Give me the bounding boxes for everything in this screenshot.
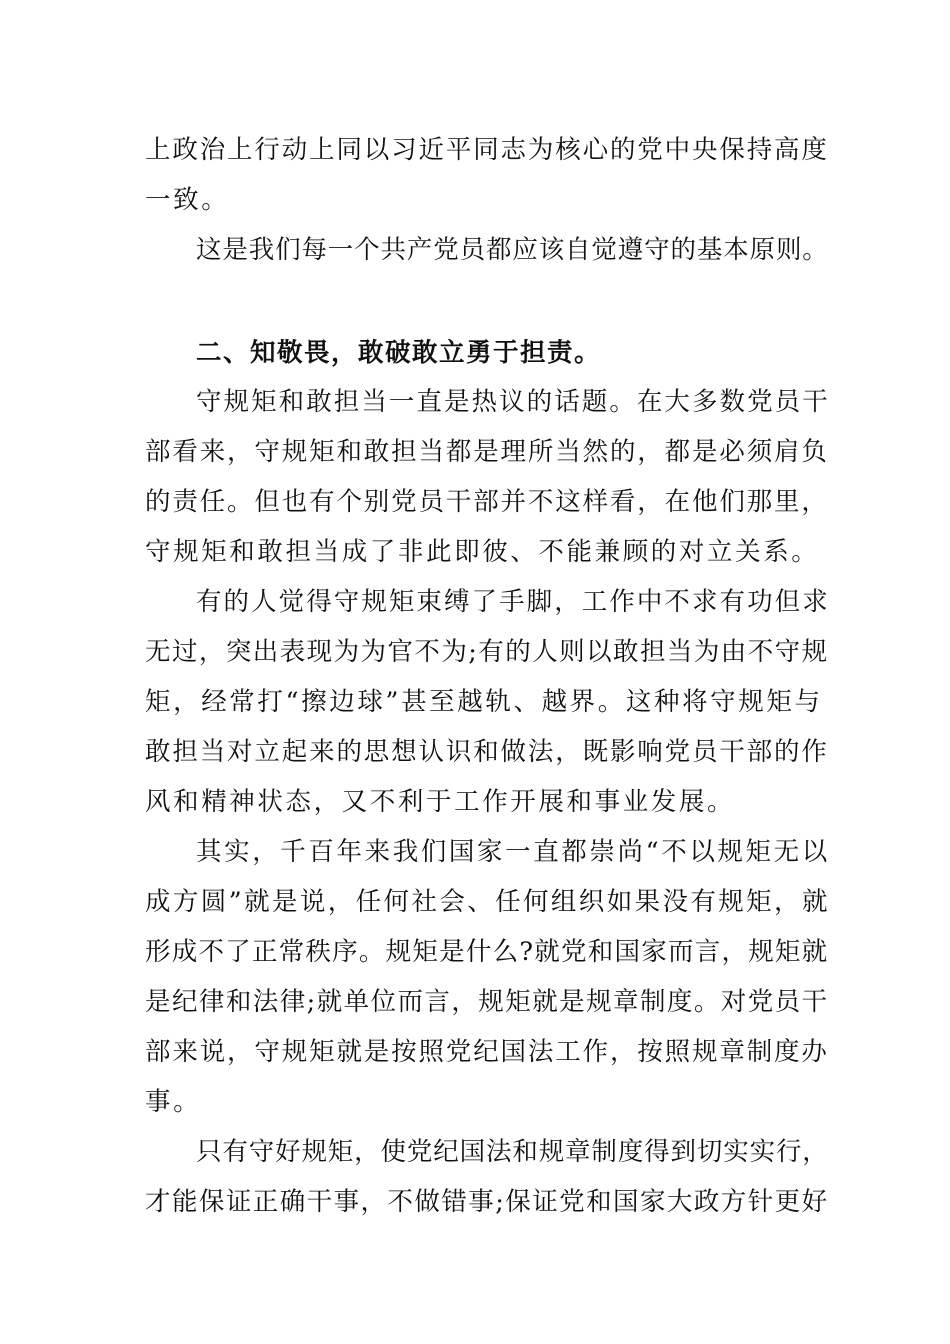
body-text-line: 形成不了正常秩序。规矩是什么?就党和国家而言，规矩就 — [145, 937, 829, 967]
body-text-line: 守规矩和敢担当成了非此即彼、不能兼顾的对立关系。 — [145, 537, 820, 567]
body-text-line: 矩，经常打“擦边球”甚至越轨、越界。这种将守规矩与 — [145, 687, 823, 717]
body-text-line: 事。 — [145, 1087, 202, 1117]
body-text-line: 的责任。但也有个别党员干部并不这样看，在他们那里， — [145, 487, 829, 517]
body-text-line: 守规矩和敢担当一直是热议的话题。在大多数党员干 — [196, 387, 830, 417]
body-text-line: 这是我们每一个共产党员都应该自觉遵守的基本原则。 — [196, 235, 829, 265]
body-text-line: 是纪律和法律;就单位而言，规矩就是规章制度。对党员干 — [145, 987, 829, 1017]
body-text-line: 其实，千百年来我们国家一直都崇尚“不以规矩无以 — [196, 837, 830, 867]
body-text-line: 一致。 — [145, 185, 230, 215]
body-text-line: 只有守好规矩，使党纪国法和规章制度得到切实实行， — [196, 1137, 829, 1167]
body-text-line: 部看来，守规矩和敢担当都是理所当然的，都是必须肩负 — [145, 437, 829, 467]
body-text-line: 才能保证正确干事，不做错事;保证党和国家大政方针更好 — [145, 1187, 829, 1217]
section-heading: 二、知敬畏，敢破敢立勇于担责。 — [196, 338, 602, 368]
body-text-line: 风和精神状态，又不利于工作开展和事业发展。 — [145, 787, 736, 817]
body-text-line: 成方圆”就是说，任何社会、任何组织如果没有规矩，就 — [145, 887, 830, 917]
body-text-line: 敢担当对立起来的思想认识和做法，既影响党员干部的作 — [145, 737, 829, 767]
body-text-line: 无过，突出表现为为官不为;有的人则以敢担当为由不守规 — [145, 637, 829, 667]
body-text-line: 部来说，守规矩就是按照党纪国法工作，按照规章制度办 — [145, 1037, 829, 1067]
body-text-line: 有的人觉得守规矩束缚了手脚，工作中不求有功但求 — [196, 587, 830, 617]
body-text-line: 上政治上行动上同以习近平同志为核心的党中央保持高度 — [145, 135, 829, 165]
